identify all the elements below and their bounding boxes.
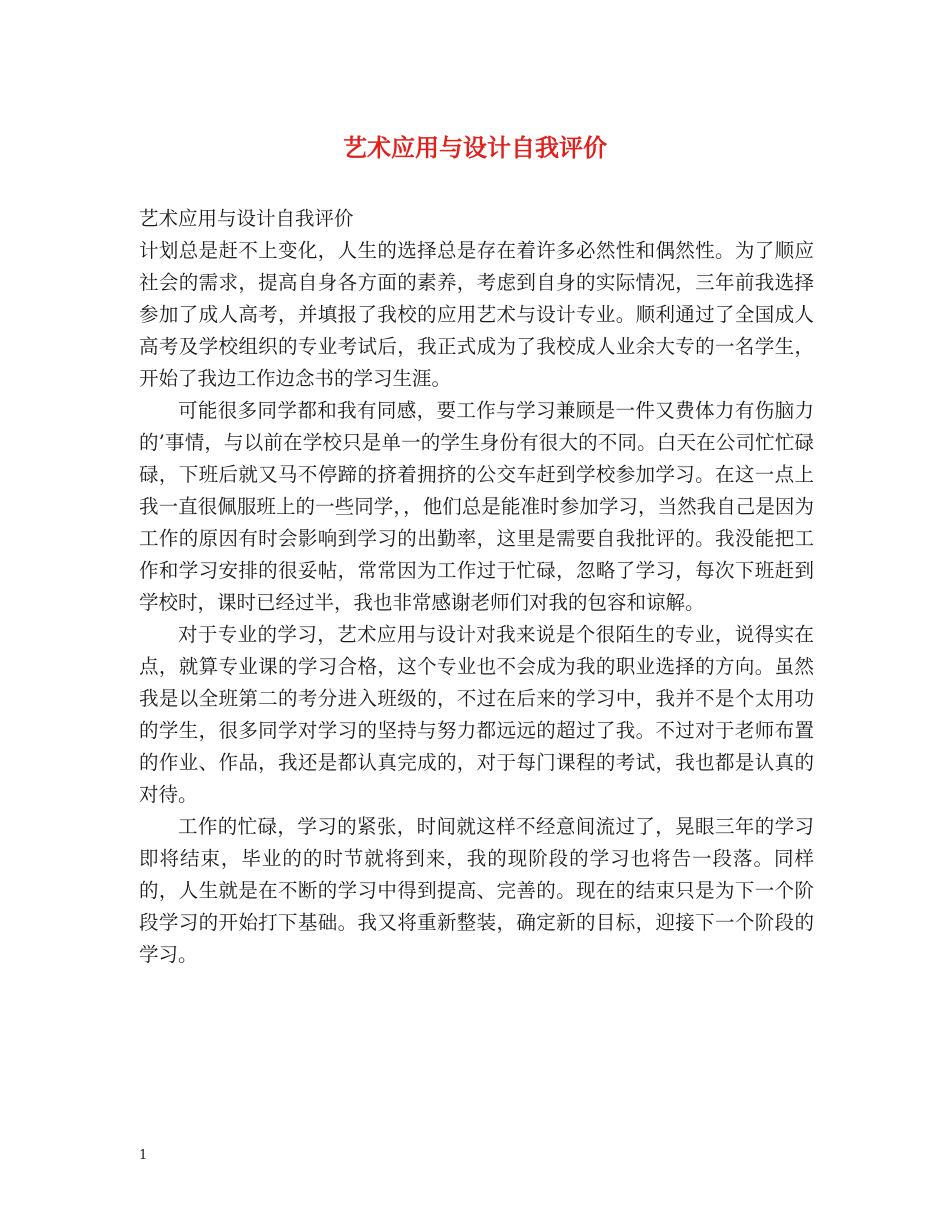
page-number: 1	[139, 1148, 148, 1163]
paragraph-2: 可能很多同学都和我有同感，要工作与学习兼顾是一件又费体力有伤脑力的’事情，与以前在学校只是单一的学生身份有很大的不同。白天在公司忙忙碌碌，下班后就又马不停蹄的挤着拥挤的公交车赶到学校参加学习。在这一点上我一直很佩服班上的一些同学，，他们总是能准时参加学习，当然我自己是因为工作的原因有时会影响到学习的出勤率，这里是需要自我批评的。我没能把工作和学习安排的很妥帖，常常因为工作过于忙碌，忽略了学习，每次下班赶到学校时，课时已经过半，我也非常感谢老师们对我的包容和谅解。	[139, 399, 814, 614]
paragraph-1: 计划总是赶不上变化，人生的选择总是存在着许多必然性和偶然性。为了顺应社会的需求，提高自身各方面的素养，考虑到自身的实际情况，三年前我选择参加了成人高考，并填报了我校的应用艺术与设计专业。顺利通过了全国成人高考及学校组织的专业考试后，我正式成为了我校成人业余大专的一名学生，开始了我边工作边念书的学习生涯。	[139, 239, 814, 390]
paragraph-3: 对于专业的学习，艺术应用与设计对我来说是个很陌生的专业，说得实在点，就算专业课的学习合格，这个专业也不会成为我的职业选择的方向。虽然我是以全班第二的考分进入班级的，不过在后来的学习中，我并不是个太用功的学生，很多同学对学习的坚持与努力都远远的超过了我。不过对于老师布置的作业、作品，我还是都认真完成的，对于每门课程的考试，我也都是认真的对待。	[139, 623, 814, 806]
document-title: 艺术应用与设计自我评价	[343, 133, 607, 162]
paragraph-4: 工作的忙碌，学习的紧张，时间就这样不经意间流过了，晃眼三年的学习即将结束，毕业的的时节就将到来，我的现阶段的学习也将告一段落。同样的，人生就是在不断的学习中得到提高、完善的。现在的结束只是为下一个阶段学习的开始打下基础。我又将重新整装，确定新的目标，迎接下一个阶段的学习。	[139, 815, 814, 966]
document-body	[139, 203, 814, 971]
document-subtitle: 艺术应用与设计自我评价	[139, 207, 354, 230]
